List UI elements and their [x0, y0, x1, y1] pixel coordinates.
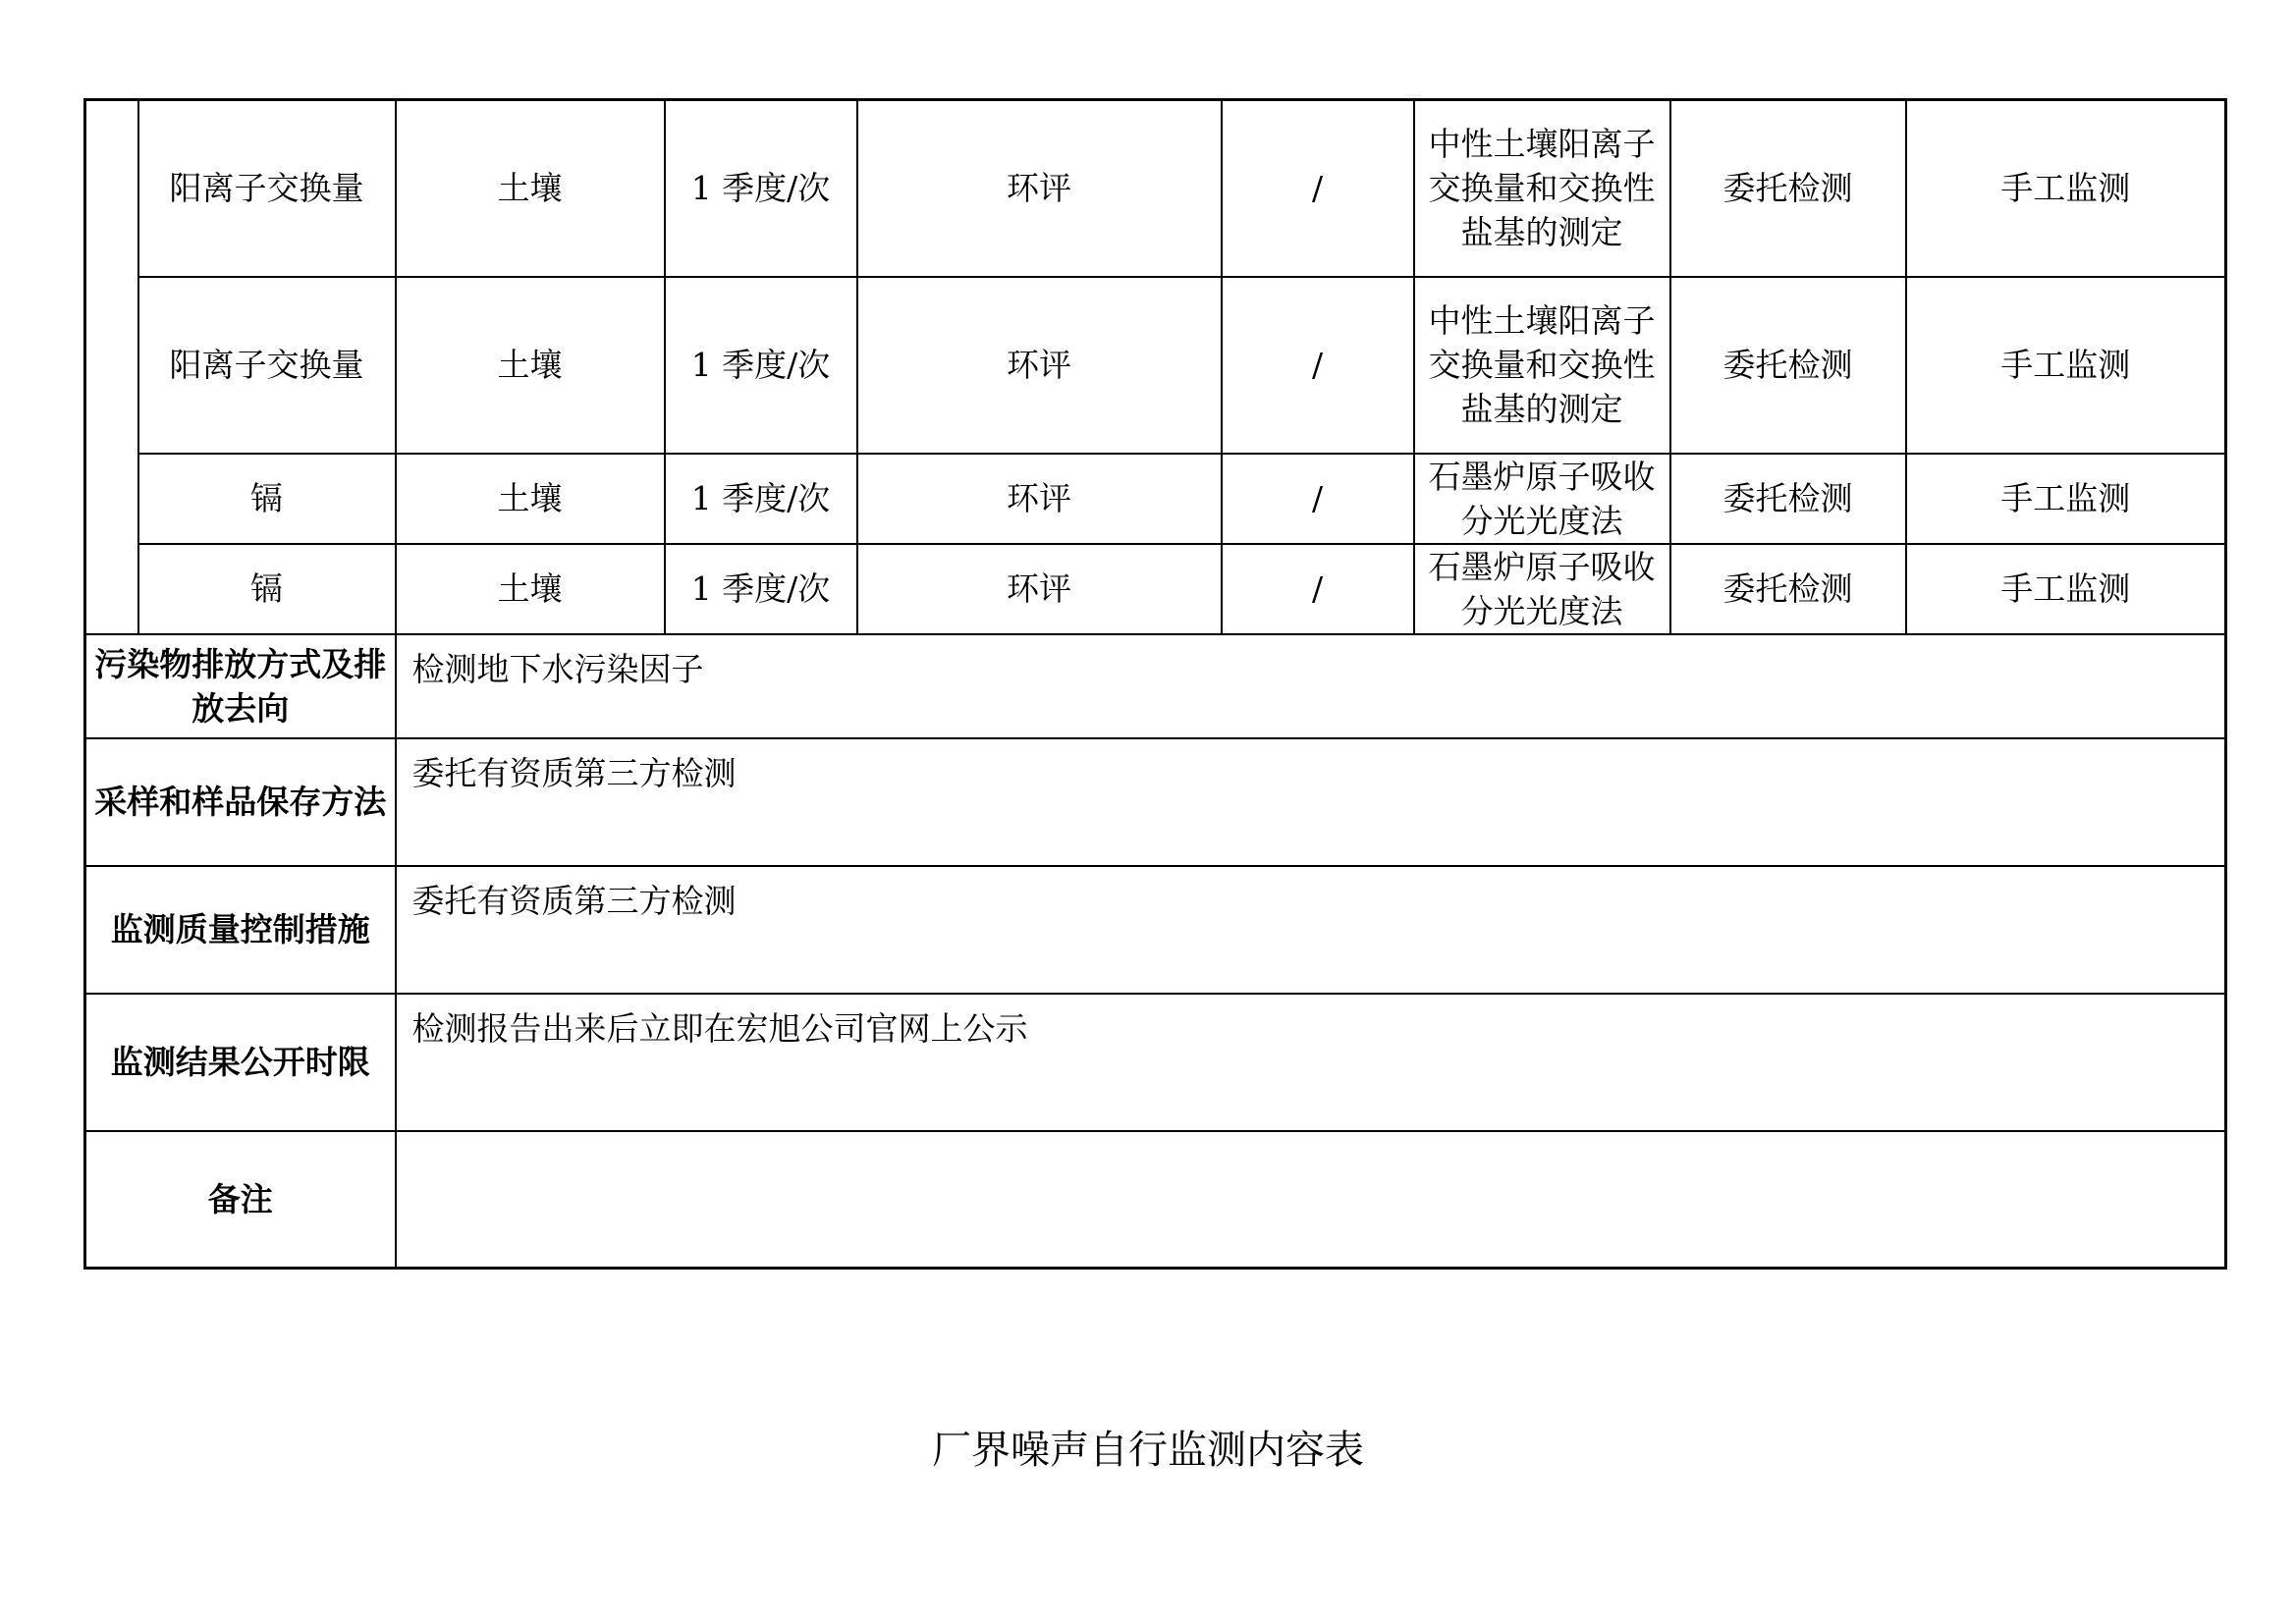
result-disclosure-row — [85, 994, 2226, 1131]
cell-mode: 委托检测 — [1670, 277, 1906, 454]
monitoring-table — [83, 98, 2227, 1270]
cell-limit: / — [1222, 277, 1414, 454]
cell-method: 中性土壤阳离子交换量和交换性盐基的测定 — [1414, 277, 1670, 454]
cell-item: 阳离子交换量 — [138, 277, 396, 454]
quality-control-row — [85, 866, 2226, 994]
table-row — [85, 544, 2226, 634]
merged-category-cell — [85, 100, 138, 634]
quality-control-label: 监测质量控制措施 — [85, 866, 396, 994]
table-row — [85, 454, 2226, 544]
cell-limit: / — [1222, 100, 1414, 277]
cell-method: 石墨炉原子吸收分光光度法 — [1414, 454, 1670, 544]
cell-method: 石墨炉原子吸收分光光度法 — [1414, 544, 1670, 634]
discharge-value: 检测地下水污染因子 — [396, 634, 2226, 738]
cell-basis: 环评 — [857, 454, 1222, 544]
cell-basis: 环评 — [857, 277, 1222, 454]
cell-method: 中性土壤阳离子交换量和交换性盐基的测定 — [1414, 100, 1670, 277]
note-row — [85, 1131, 2226, 1269]
sampling-row — [85, 738, 2226, 866]
cell-frequency: 1 季度/次 — [665, 100, 857, 277]
cell-type: 手工监测 — [1906, 544, 2226, 634]
discharge-label: 污染物排放方式及排放去向 — [85, 634, 396, 738]
result-disclosure-label: 监测结果公开时限 — [85, 994, 396, 1131]
cell-mode: 委托检测 — [1670, 544, 1906, 634]
cell-basis: 环评 — [857, 100, 1222, 277]
note-label: 备注 — [85, 1131, 396, 1269]
cell-medium: 土壤 — [396, 544, 665, 634]
cell-type: 手工监测 — [1906, 277, 2226, 454]
cell-item: 镉 — [138, 454, 396, 544]
cell-item: 镉 — [138, 544, 396, 634]
cell-mode: 委托检测 — [1670, 454, 1906, 544]
cell-mode: 委托检测 — [1670, 100, 1906, 277]
cell-limit: / — [1222, 544, 1414, 634]
table-row — [85, 277, 2226, 454]
cell-item: 阳离子交换量 — [138, 100, 396, 277]
cell-frequency: 1 季度/次 — [665, 454, 857, 544]
cell-limit: / — [1222, 454, 1414, 544]
cell-basis: 环评 — [857, 544, 1222, 634]
note-value — [396, 1131, 2226, 1269]
discharge-row — [85, 634, 2226, 738]
table-row — [85, 100, 2226, 277]
cell-type: 手工监测 — [1906, 100, 2226, 277]
cell-type: 手工监测 — [1906, 454, 2226, 544]
cell-medium: 土壤 — [396, 100, 665, 277]
result-disclosure-value: 检测报告出来后立即在宏旭公司官网上公示 — [396, 994, 2226, 1131]
sampling-value: 委托有资质第三方检测 — [396, 738, 2226, 866]
cell-frequency: 1 季度/次 — [665, 277, 857, 454]
cell-medium: 土壤 — [396, 277, 665, 454]
cell-medium: 土壤 — [396, 454, 665, 544]
noise-table-caption: 厂界噪声自行监测内容表 — [932, 1428, 1364, 1473]
cell-frequency: 1 季度/次 — [665, 544, 857, 634]
quality-control-value: 委托有资质第三方检测 — [396, 866, 2226, 994]
sampling-label: 采样和样品保存方法 — [85, 738, 396, 866]
